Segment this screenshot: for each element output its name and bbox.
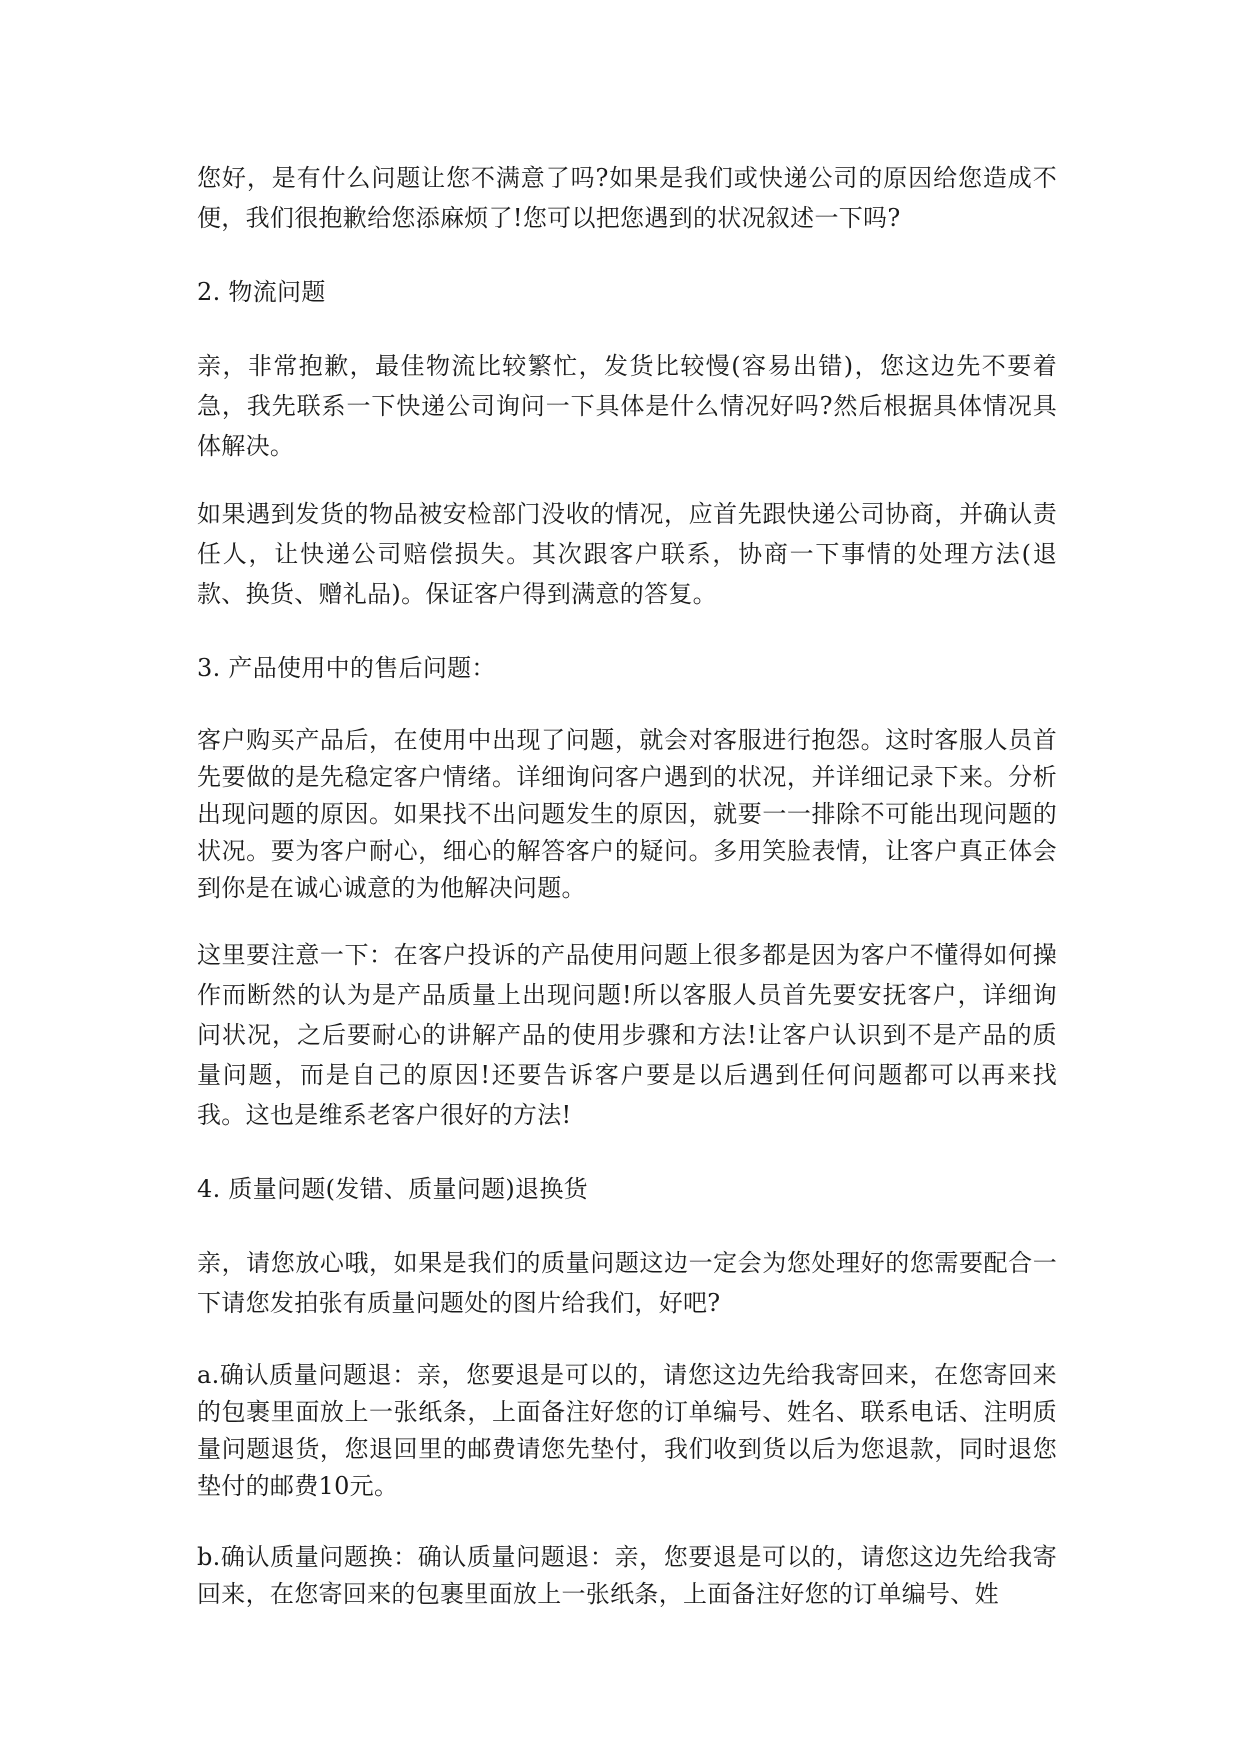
heading-quality-returns: 4. 质量问题(发错、质量问题)退换货 (197, 1175, 588, 1203)
paragraph-confiscated-goods: 如果遇到发货的物品被安检部门没收的情况，应首先跟快递公司协商，并确认责任人，让快递公司赔偿损失。其次跟客户联系，协商一下事情的处理方法(退款、换货、赠礼品)。保证客户得到满意的答复。 (197, 500, 1057, 608)
paragraph-logistics-apology: 亲，非常抱歉，最佳物流比较繁忙，发货比较慢(容易出错)，您这边先不要着急，我先联系一下快递公司询问一下具体是什么情况好吗?然后根据具体情况具体解决。 (197, 352, 1057, 460)
paragraph-quality-return: a.确认质量问题退：亲，您要退是可以的，请您这边先给我寄回来，在您寄回来的包裹里面放上一张纸条，上面备注好您的订单编号、姓名、联系电话、注明质量问题退货，您退回里的邮费请您先垫付，我们收到货以后为您退款，同时退您垫付的邮费10元。 (197, 1361, 1057, 1500)
paragraph-greeting: 您好，是有什么问题让您不满意了吗?如果是我们或快递公司的原因给您造成不便，我们很抱歉给您添麻烦了!您可以把您遇到的状况叙述一下吗? (197, 164, 1057, 232)
heading-after-sales: 3. 产品使用中的售后问题： (197, 654, 496, 682)
paragraph-usage-note: 这里要注意一下：在客户投诉的产品使用问题上很多都是因为客户不懂得如何操作而断然的认为是产品质量上出现问题!所以客服人员首先要安抚客户，详细询问状况，之后要耐心的讲解产品的使用步骤和方法!让客户认识到不是产品的质量问题，而是自己的原因!还要告诉客户要是以后遇到任何问题都可以再来找我。这也是维系老客户很好的方法! (197, 941, 1057, 1129)
paragraph-quality-reassure: 亲，请您放心哦，如果是我们的质量问题这边一定会为您处理好的您需要配合一下请您发拍张有质量问题处的图片给我们，好吧? (197, 1249, 1057, 1317)
document-body (197, 158, 1057, 1613)
heading-logistics: 2. 物流问题 (197, 278, 326, 306)
paragraph-quality-exchange: b.确认质量问题换：确认质量问题退：亲，您要退是可以的，请您这边先给我寄回来，在您寄回来的包裹里面放上一张纸条，上面备注好您的订单编号、姓 (197, 1543, 1057, 1608)
paragraph-after-sales-complaint: 客户购买产品后，在使用中出现了问题，就会对客服进行抱怨。这时客服人员首先要做的是先稳定客户情绪。详细询问客户遇到的状况，并详细记录下来。分析出现问题的原因。如果找不出问题发生的原因，就要一一排除不可能出现问题的状况。要为客户耐心，细心的解答客户的疑问。多用笑脸表情，让客户真正体会到你是在诚心诚意的为他解决问题。 (197, 726, 1057, 902)
